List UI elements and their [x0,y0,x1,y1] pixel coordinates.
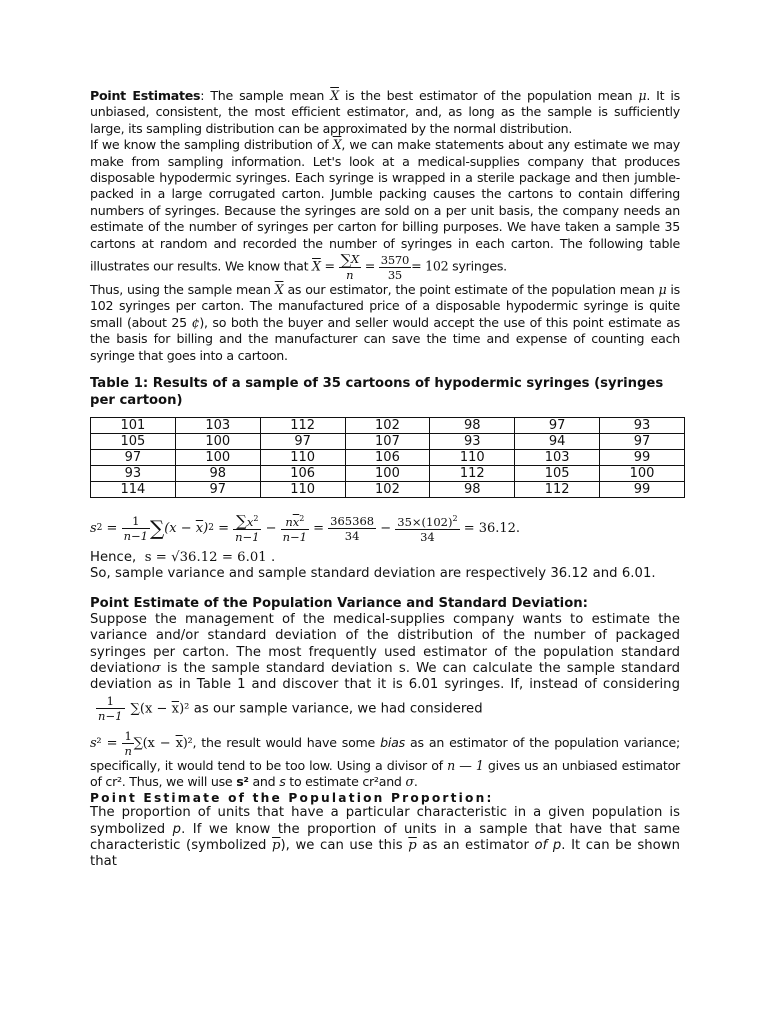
x-bar-symbol: $\overline{X}$ [312,258,321,274]
cent-symbol: ¢ [191,314,200,330]
paragraph-sampling-distribution: If we know the sampling distribution of $\overline{X}$, we can make statements about any estimate we may make from sampling information. Let's look at a medical-supplies company that produces disposable hypodermic syringes. Each syringe is wrapped in a sterile package and then jumble-packed in a large corrugated carton. Jumble packing causes the cartons to contain differing numbers of syringes. Because the syringes are sold on a per unit basis, the company needs an estimate of the number of syringes per carton for billing purposes. We have taken a sample 35 cartons at random and recorded the number of syringes in each carton. The following table illustrates our results. We know that $\overline{X}$ = $\frac{\sum X}{n}$ = $\frac{3570}{35}$ = 102 syringes. [90,137,680,283]
mean-value-fraction: $\frac{3570}{35}$ [380,252,410,282]
table-cell: 97 [515,418,600,434]
table-cell: 110 [260,450,345,466]
mean-formula: $\frac{\sum X}{n}$ [340,251,359,283]
heading-population-proportion: Point Estimate of the Population Proportion: [90,791,494,806]
table-cell: 103 [515,450,600,466]
table-row [91,418,685,434]
heading-point-estimates: Point Estimates [90,88,201,103]
table-cell: 112 [430,466,515,482]
table-cell: 97 [600,434,685,450]
table-caption: Table 1: Results of a sample of 35 cartoons of hypodermic syringes (syringes per cartoon) [90,376,664,408]
table-cell: 98 [430,482,515,498]
paragraph-point-estimates: Point Estimates: The sample mean $\overline{X}$ is the best estimator of the population mean μ. It is unbiased, consistent, the most efficient estimator, and, as long as the sample is sufficiently large, its sampling distribution can be approximated by the normal distribution. [90,88,680,136]
table-row [91,450,685,466]
table-cell: 100 [345,466,430,482]
table-cell: 102 [345,482,430,498]
sigma-symbol: σ [151,661,161,677]
table-cell: 110 [260,482,345,498]
mu-symbol: μ [658,282,667,298]
table-cell: 99 [600,450,685,466]
table-cell: 98 [430,418,515,434]
table-cell: 105 [91,434,176,450]
table-cell: 97 [260,434,345,450]
table-cell: 93 [600,418,685,434]
table-cell: 112 [515,482,600,498]
syringe-data-table [90,417,685,498]
table-cell: 98 [175,466,260,482]
hence-line: Hence, s = √36.12 = 6.01 . [90,550,276,566]
table-cell: 97 [175,482,260,498]
paragraph-population-proportion: The proportion of units that have a particular characteristic in a given population is symbolized p. If we know the proportion of units in a sample that have that same characteristic (symbolized $\overline{p}$), we can use this $\overline{p}$ as an estimator of p. It can be shown that [90,805,681,870]
table-cell: 93 [91,466,176,482]
table-cell: 93 [430,434,515,450]
variance-formula: s 2 = $\frac{1}{n-1}$ ∑ $(x - \overline{x})$ 2 = $\frac{\sum x^2}{n-1}$ − $\frac{n\overline{x}^2}{n-1}$ = $\frac{365368}{34}$ − $\frac{35\times(102)^2}{34}$ = 36.12. [90,512,521,544]
table-cell: 107 [345,434,430,450]
document-page [90,88,680,871]
table-row [91,466,685,482]
so-paragraph: So, sample variance and sample standard deviation are respectively 36.12 and 6.01. [90,566,656,582]
std-dev-expression: s = √36.12 = 6.01 . [144,550,276,566]
table-cell: 105 [515,466,600,482]
table-cell: 106 [260,466,345,482]
table-cell: 103 [175,418,260,434]
p-bar-symbol: $\overline{p}$ [271,838,281,854]
paragraph-variance-std: Suppose the management of the medical-supplies company wants to estimate the variance and/or standard deviation of the distribution of the number of packaged syringes per carton. The most frequently used estimator of the population standard deviationσ is the sample standard deviation s. We can calculate the sample standard deviation as in Table 1 and discover that it is 6.01 syringes. If, instead of considering $\frac{1}{n-1}$ $\sum(x - \overline{x})^2$ as our sample variance, we had considered [90,612,680,723]
paragraph-point-estimate-result: Thus, using the sample mean $\overline{X}$ as our estimator, the point estimate of the population mean μ is 102 syringes per carton. The manufactured price of a disposable hypodermic syringe is quite small (about 25 ¢), so both the buyer and seller would accept the use of this point estimate as the basis for billing and the manufacturer can save the time and expense of counting each syringe that goes into a cartoon. [90,282,680,363]
table-cell: 100 [175,434,260,450]
x-bar-symbol: $\overline{X}$ [274,282,284,298]
heading-variance-std: Point Estimate of the Population Variance and Standard Deviation: [90,595,588,611]
table-cell: 100 [175,450,260,466]
table-cell: 97 [91,450,176,466]
table-cell: 110 [430,450,515,466]
paragraph-biased-variance: s² = $\frac{1}{n}$ $\sum(x - \overline{x})^2$, the result would have some bias as an estimator of the population variance; specifically, it would tend to be too low. Using a divisor of n — 1 gives us an unbiased estimator of cr². Thus, we will use s² and s to estimate cr²and σ. [90,728,680,790]
table-cell: 114 [91,482,176,498]
table-cell: 112 [260,418,345,434]
mu-symbol: μ [638,88,647,103]
table-cell: 99 [600,482,685,498]
table-row [91,482,685,498]
table-cell: 101 [91,418,176,434]
x-bar-symbol: $\overline{X}$ [332,137,342,153]
table-cell: 100 [600,466,685,482]
table-cell: 106 [345,450,430,466]
x-bar-symbol: $\overline{X}$ [330,88,339,103]
table-cell: 94 [515,434,600,450]
p-bar-symbol: $\overline{p}$ [408,838,417,854]
table-cell: 102 [345,418,430,434]
table-row [91,434,685,450]
